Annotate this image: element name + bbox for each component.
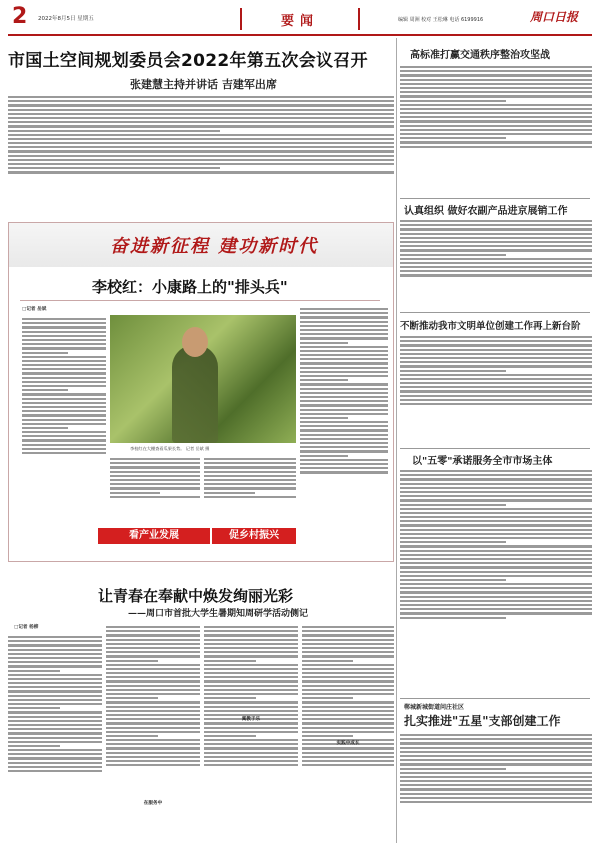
right-article-4-title: 以"五零"承诺服务全市市场主体 — [412, 456, 553, 467]
feature-tag-left: 看产业发展 — [98, 528, 210, 544]
right-article-1-body — [400, 64, 592, 194]
lead-subheadline: 张建慧主持并讲话 吉建军出席 — [130, 78, 277, 91]
right-article-5-kicker: 郸城新城街道问庄社区 — [404, 704, 465, 711]
feature-photo — [110, 315, 296, 443]
bottom-body-col2 — [106, 624, 200, 840]
right-article-5-body — [400, 732, 592, 842]
right-divider-4 — [400, 698, 590, 699]
masthead — [0, 0, 600, 40]
feature-rule — [20, 300, 380, 301]
bottom-body-col4 — [302, 624, 394, 840]
feature-banner-text: 奋进新征程 建功新时代 — [110, 236, 319, 257]
right-divider-1 — [400, 198, 590, 199]
bottom-headline: 让青春在奉献中焕发绚丽光彩 — [98, 587, 294, 605]
feature-headline: 李校红：小康路上的"排头兵" — [92, 278, 288, 296]
bottom-byline: □记者 杨柳 — [14, 625, 39, 630]
feature-body-col2 — [110, 456, 200, 522]
newspaper-logo: 周口日报 — [530, 10, 579, 24]
right-article-2-title: 认真组织 做好农副产品进京展销工作 — [404, 206, 568, 217]
bottom-body-col3 — [204, 624, 298, 840]
lead-body-text — [8, 94, 394, 214]
bottom-subhead-3: 实践中成长 — [336, 741, 360, 746]
masthead-rule — [8, 34, 592, 36]
photo-caption: 李校红在大棚查看瓜果长势。 记者 岳斌 摄 — [130, 446, 210, 451]
lead-headline: 市国土空间规划委员会2022年第五次会议召开 — [8, 51, 368, 71]
bottom-subheadline: ——周口市首批大学生暑期知周研学活动侧记 — [128, 609, 309, 619]
right-article-3-body — [400, 334, 592, 444]
bottom-subhead-1: 在服务中 — [143, 801, 163, 806]
feature-tag-right: 促乡村振兴 — [212, 528, 296, 544]
right-divider-2 — [400, 312, 590, 313]
bottom-body-col1 — [8, 634, 102, 840]
bottom-subhead-2: 寓教于乐 — [241, 717, 261, 722]
right-article-2-body — [400, 218, 592, 308]
editor-line: 编辑 周洲 校对 王松琳 电话 6199916 — [398, 17, 484, 23]
right-article-4-body — [400, 468, 592, 694]
feature-body-col4 — [300, 306, 388, 556]
right-article-3-title: 不断推动我市文明单位创建工作再上新台阶 — [400, 321, 581, 332]
right-article-5-title: 扎实推进"五星"支部创建工作 — [404, 714, 561, 728]
feature-body-col1 — [22, 316, 106, 522]
issue-date: 2022年8月5日 星期五 — [38, 16, 94, 22]
page-number: 2 — [12, 4, 28, 29]
right-divider-3 — [400, 448, 590, 449]
right-article-1-title: 高标准打赢交通秩序整治攻坚战 — [410, 50, 550, 61]
feature-body-col3 — [204, 456, 296, 522]
feature-byline: □记者 岳斌 — [22, 307, 47, 312]
column-divider — [396, 38, 397, 843]
section-name: 要闻 — [280, 14, 319, 29]
